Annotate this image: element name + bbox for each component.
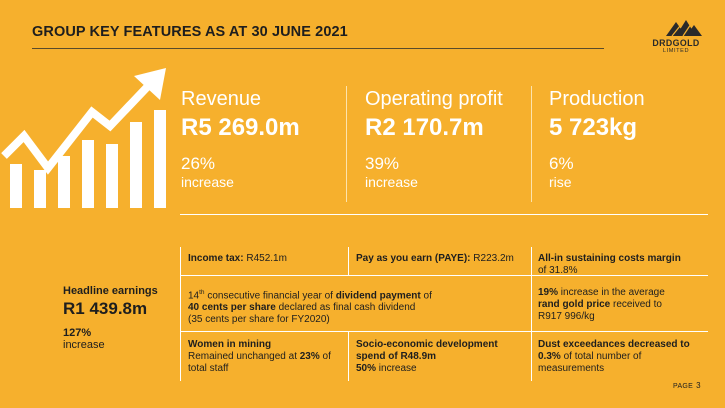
title-divider [32, 48, 604, 49]
cell-income-tax [188, 253, 344, 265]
kpi-divider [531, 86, 532, 202]
socio-text: increase [376, 363, 417, 374]
page-title: GROUP KEY FEATURES AS AT 30 JUNE 2021 [32, 24, 348, 40]
dust-text: of total number of [560, 351, 642, 362]
headline-label: Headline earnings [63, 285, 158, 297]
dividend-bold: dividend payment [335, 290, 421, 302]
kpi-percent: 26% [181, 154, 216, 173]
dust-text: measurements [538, 363, 605, 374]
kpi-operating-profit [365, 88, 503, 191]
kpi-description: increase [365, 174, 418, 190]
section-divider [180, 214, 708, 215]
cell-dividend [188, 287, 528, 326]
kpi-revenue [181, 88, 300, 191]
income-tax-value: R452.1m [246, 253, 287, 264]
grid-line [348, 331, 349, 381]
kpi-percent: 6% [549, 154, 574, 173]
kpi-value: R5 269.0m [181, 114, 300, 141]
grid-line [180, 331, 708, 332]
company-logo [646, 18, 706, 58]
women-text: Remained unchanged at [188, 351, 300, 362]
dividend-bold: 40 cents per share [188, 302, 276, 314]
women-bold: Women in mining [188, 339, 272, 350]
grid-line [531, 247, 532, 381]
cell-aisc [538, 253, 706, 277]
growth-arrow-icon [0, 60, 180, 210]
grid-line [348, 247, 349, 275]
headline-value: R1 439.8m [63, 299, 148, 318]
mountains-logo-icon [646, 18, 706, 38]
women-bold: 23% [299, 351, 320, 362]
page-number [673, 381, 701, 390]
socio-bold: 50% [356, 363, 377, 374]
gold-bold: 19% [538, 287, 559, 298]
features-grid [180, 247, 708, 381]
gold-text: increase in the average [558, 287, 665, 298]
dust-bold: 0.3% [538, 351, 561, 362]
cell-paye [356, 253, 528, 265]
dividend-text: declared as final cash dividend [275, 302, 416, 314]
headline-description: increase [63, 339, 105, 351]
page-label: PAGE [673, 383, 694, 390]
aisc-label: All-in sustaining costs margin [538, 253, 681, 264]
dividend-text: consecutive financial year of [204, 290, 336, 302]
dividend-text: (35 cents per share for FY2020) [188, 314, 330, 326]
socio-bold: spend of R48.9m [356, 351, 437, 362]
gold-text: R917 996/kg [538, 311, 595, 322]
kpi-description: increase [181, 174, 234, 190]
cell-socio-economic [356, 339, 528, 375]
paye-value: R223.2m [473, 253, 514, 264]
kpi-label: Revenue [181, 88, 262, 110]
gold-bold: rand gold price [538, 299, 611, 310]
dividend-text: of [420, 290, 432, 302]
cell-women-in-mining [188, 339, 344, 375]
dividend-superscript: th [199, 289, 205, 296]
aisc-value: of 31.8% [538, 265, 578, 276]
kpi-label: Production [549, 88, 645, 110]
kpi-value: R2 170.7m [365, 114, 484, 141]
headline-earnings [63, 285, 158, 351]
headline-percent: 127% [63, 327, 92, 339]
logo-name: DRDGOLD [652, 38, 700, 48]
kpi-percent: 39% [365, 154, 400, 173]
logo-subtitle: LIMITED [662, 48, 690, 54]
paye-label: Pay as you earn (PAYE): [356, 253, 471, 264]
kpi-divider [346, 86, 347, 202]
socio-bold: Socio-economic development [356, 339, 498, 350]
women-text: total staff [188, 363, 229, 374]
cell-dust-exceedances [538, 339, 706, 375]
page-number-value: 3 [696, 381, 701, 390]
income-tax-label: Income tax: [188, 253, 244, 264]
kpi-value: 5 723kg [549, 114, 638, 141]
grid-line [180, 247, 181, 381]
cell-gold-price [538, 287, 706, 323]
dust-bold: Dust exceedances decreased to [538, 339, 690, 350]
kpi-description: rise [549, 174, 572, 190]
kpi-production [549, 88, 645, 191]
dividend-number: 14 [188, 290, 200, 302]
women-text: of [319, 351, 331, 362]
kpi-label: Operating profit [365, 88, 503, 110]
gold-text: received to [610, 299, 662, 310]
